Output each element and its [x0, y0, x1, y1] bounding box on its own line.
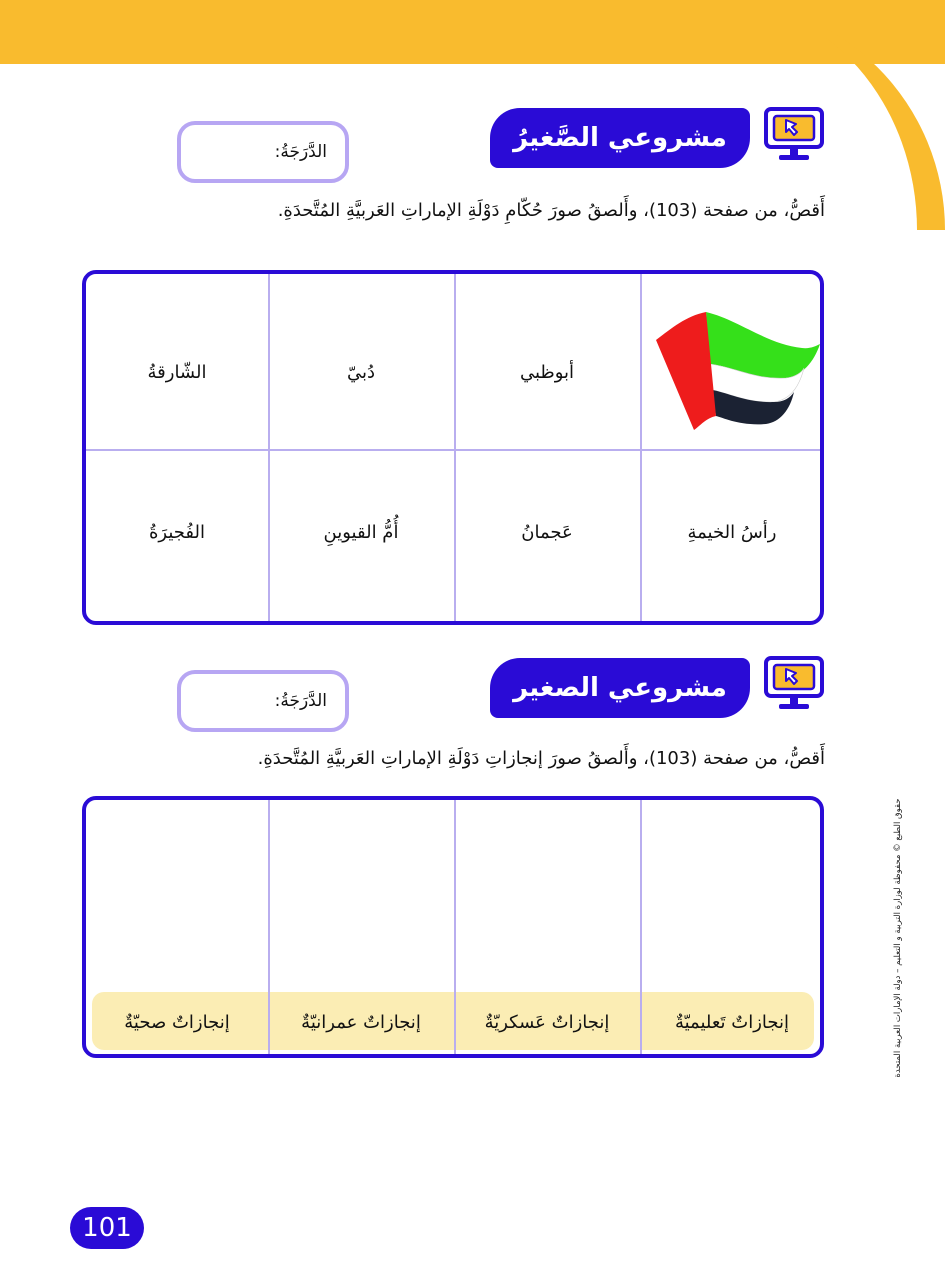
cell-ajman: عَجمانُ — [521, 522, 573, 543]
section2-title: مشروعي الصغير — [490, 658, 750, 718]
cell-ras-al-khaimah: رأسُ الخيمةِ — [687, 522, 777, 543]
section1-title: مشروعي الصَّغيرُ — [490, 108, 750, 168]
label-education: إنجازاتٌ تَعليميّةٌ — [674, 1012, 790, 1033]
section2-table — [82, 796, 824, 1058]
section1-table — [82, 270, 824, 625]
computer-monitor-icon — [763, 106, 825, 164]
cell-umm-al-quwain: أُمُّ القيوينِ — [323, 522, 399, 543]
copyright-note — [888, 797, 908, 1078]
section1-grade-box[interactable] — [177, 121, 349, 183]
top-corner-curve — [825, 0, 945, 230]
section1-grade-label: الدَّرَجَةُ: — [274, 142, 327, 162]
label-health: إنجازاتٌ صحيّةٌ — [124, 1012, 230, 1033]
page-number: 101 — [70, 1207, 144, 1249]
cell-sharjah: الشّارقةُ — [147, 362, 207, 383]
top-header-bar — [0, 0, 945, 64]
section2-grade-label: الدَّرَجَةُ: — [274, 691, 327, 711]
label-military: إنجازاتٌ عَسكريّةٌ — [484, 1012, 610, 1033]
cell-fujairah: الفُجيرَةُ — [148, 522, 205, 543]
cell-abu-dhabi: أبوظبي — [519, 362, 575, 383]
cell-dubai: دُبيّ — [346, 362, 376, 383]
computer-monitor-icon — [763, 655, 825, 713]
uae-flag-icon — [654, 306, 820, 430]
section2-grade-box[interactable] — [177, 670, 349, 732]
section1-instruction: أَقصُّ، من صفحة (103)، وأَلصقُ صورَ حُكّامِ دَوْلَةِ الإماراتِ العَربيَّةِ المُتَّحدَةِ. — [277, 200, 825, 221]
copyright-text: حقوق الطبع © محفوظة لوزارة التربية و التعليم – دولة الإمارات العربية المتحدة — [893, 797, 903, 1078]
section2-instruction: أَقصُّ، من صفحة (103)، وأَلصقُ صورَ إنجازاتِ دَوْلَةِ الإماراتِ العَربيَّةِ المُتَّحدَةِ. — [257, 748, 825, 769]
label-construction: إنجازاتٌ عمرانيّةٌ — [301, 1012, 421, 1033]
